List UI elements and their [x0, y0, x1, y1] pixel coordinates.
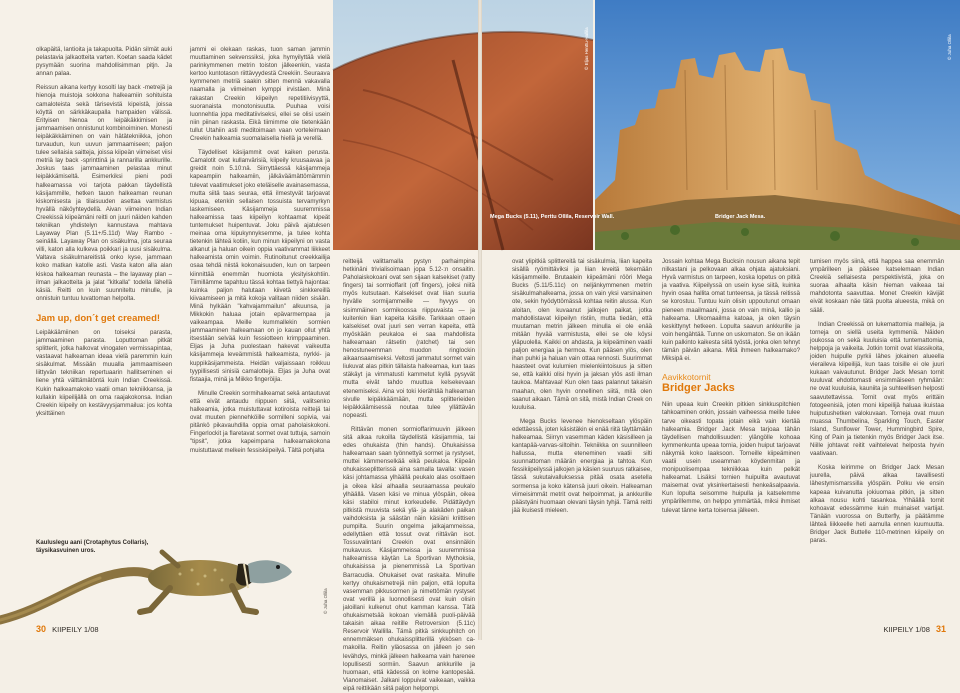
lizard-photo-credit: © Juha Ollila	[323, 588, 328, 614]
col6-paragraph-3: Koska leirimme on Bridger Jack Mesan juurella, päivä alkaa tavallisesti lähestymismarssilla ylöspäin. Polku vie ensin kapeaa kuivanutta jokiuomaa pitkin, ja sitten alkaa nousu kohti tasankoa. Ylhäällä tornit kohoavat edessämme kuin muinaiset vartijat. Tänään vuorossa on Butterfly, ja päätämme lähteä liikkeelle heti aamulla ennen kuumuutta. Bridger Jack Buttelle 110-metrinen kiipeily on paras.	[810, 464, 944, 545]
col2-paragraph-3: Minulle Creekin sormihalkeamat sekä antautuvat että eivät antaudu riippuen siitä, valitsenko halkeamia, jotka muistuttavat kotiroista reittejä tai ovat muuten piennehköille sormilleni sopivia, vai pitänkö pikavauhdilla oppia omat paholaiskokoni. Fingerlockit ja flaretavat sormet ovat tuttuja, samoin "tipsit", jotka kapeimpana halkeamakokona muistuttavat melkein fessiskiipeilyä. Tältä pohjalta	[190, 389, 330, 454]
col5-heading: Bridger Jacks	[662, 382, 735, 395]
bridger-jack-caption: Bridger Jack Mesa.	[715, 214, 766, 220]
left-page-number: 30	[36, 624, 47, 634]
col2-paragraph-2: Täydelliset käsijammit ovat kaiken perusta. Camalotit ovat kullanvärisiä, kiipeily kruusaavaa ja greidit noin 5.10:nä. Siirryttäessä käsijammeja kapeampiin halkeamiin, jälkäväämättömämmin tulevat vaatimukset joko eteläiselle avainasemassa, mutta siitä taas seuraa, että ilmestyvät tarjoavat kipuaa, etenkin sellaisen tossuista tervamyrkyn laskemiseen. Käsijammeja suuremmissa halkeamissa taas kiipeilyn kohtaamat kipeät tuntemukset huipentuvat. Joku päivä ajatuksen meinaa oma kipukynnyksemme, ja tulee kohta tietenkin lähteä kotiin, kun minun kiipeilyni on vasta alkanut ja haluan oikein oppia vaativammat liikkeet halkeamista omin voimin. Rutinoitunut creekkailija osaa tehdä niistä kokonaisuuden, kun on tarpeen kiinnittää enemmän huomiota yksityiskohtiin. Tiimillämme tapahtuu tässä kohtaa tiettyä hajontaa: kuinka paljon halutaan kiivetä sinkkereillä kiivaamiseen ja mitä kokoja valitaan niiden sisään. Minä hylkään "kahvajammailun" alkuunsa, ja Mikkokin haluaa jotain epävarmempaa ja vaikeampaa. Meille kummallekin sormien jammaaminen halkeamaan on jo kauan ollut yhtä itsestään selvää kuin fessiotteen krimppaaminen. Eljas ja Juha puolestaan hakevat vaikeutta käsijammeja leveämmistä halkeamista, nyrkki- ja kuppikäsijammeista. Heidän valjaissaan roikkuu tyypillisesti sinisiä camalotteja. Eljas ja Juha ovat fistaajia, minä ja Miikko fingeröijia.	[190, 149, 330, 383]
lizard-caption-line-2: täysikasvuinen uros.	[36, 547, 96, 554]
page-spine	[478, 0, 482, 640]
left-folio	[36, 624, 99, 634]
col2-paragraph-1: jammi ei olekaan raskas, tuon saman jammin muuttaminen sekvenssiksi, joka hymyilyttää vielä parinkymmenen metrin toiston jälkeenkin, vasta kertoo kuntotason riittävyydestä Creekiin. Seuraava kymmenen metriä saakin sitten mennä vakavalla naamalla ja viimeinen kymppi irvistäen. Minä rakastan Creekin kiipeilyn repetitiivisyyttä, suoranaista monotonisuutta. Puuhaa voisi luonnehtia jopa meditatiiviseksi, ellei se olisi usein niin piinan raskasta. Eikä tiimimme ole tietenkään tullut Utahiin asti meditoimaan vaan vorteleimaan Creekin halkeamia suomalaisella hiellä ja verellä.	[190, 46, 330, 143]
right-magazine-name: KIIPEILY 1/08	[883, 625, 930, 634]
right-column-6	[810, 258, 944, 618]
col4-paragraph-1: ovat ylipitkiä splittereitä tai sisäkulmia, liian kapeita sisällä ryömittäviksi ja liian leveitä tekemään käsijammeille. Brutaalein kiipeämäni rööri Mega Bucks (5.11/5.11c) on neljänkymmenen metrin sisäkulmahalkeama, jossa on vain yksi varsinainen ote, sekin hyödyttömässä kohtaa reitin alussa. Kun aloitan, olen kuvaanut jalkojen paikat, jotka mahdollistavat kiipeilyn ristiin, mutta tiedän, että muutaman metrin jälkeen minulla ei ole enää mitään hyvää varmistusta, ellei se ole köysi yläpuolella. Kaikki on ahdasta, ja kiipeäminen vaatii paljon energiaa ja hermoa. Kun pääsen ylös, olen ihan puhki ja haluan vain ottaa rennosti. Suurimmat haasteet ovat kulumien mielenkiintoisuus ja sitten se, että kaikki olisi hyvin ja jaksan ylös asti ilman taukoa. Mahtavaa! Kun olen taas palannut takaisin maahan, olen hyvin onnellinen siitä, mitä olen saanut aikaan. Tämä on sitä, mistä Indian Creek on kuuluisa.	[512, 258, 652, 411]
col5-paragraph-1: Jossain kohtaa Mega Bucksin nousun aikana tepit nilkastani ja pelkovaan alkaa ohjata ajatuksiani. Hyvä varmistus on tarpeen, koska lopetus on pitkä ja vaativa. Kiipeilyssä on usein kyse siitä, kuinka hyvin osaa hallita omat tunteensa, ja tässä reitissä se korostuu. Tuntuu kuin olisin uppoutunut omaan pieneen maailmaani, jossa on vain minä, kallio ja halkeama. Ulkomaailma katoaa, ja olen täysin keskittynyt hetkeen. Lopulta saavun ankkurille ja voin hengähtää. Tunne on uskomaton. Se on ikään kuin palkinto kaikesta siitä työstä, jonka olen tehnyt tämän päivän aikana. Mitä ihmeen halkeamako? Miksipä ei.	[662, 258, 800, 363]
right-column-4	[512, 258, 652, 630]
col5-tail: Niin upeaa kuin Creekin pitkien sinkkuspitchien tahkoaminen onkin, jossain vaiheessa meille tulee tarve oikeasti topata jotain eikä vain kiertää halkeamia. Bridger Jack Mesa tarjoaa tähän täydellisen mahdollisuuden: ylängölle kohoaa kymmenkunta upeaa tornia, joiden huiput tarjoavat näkymiä koko laaksoon. Torneille kiipeäminen vaatii usein useamman köydenmitan ja monipuolisempaa tekniikkaa kuin pelkät halkeamat. Lisäksi tornien huipuilta avautuvat maisemat ovat yksinkertaisesti henkeäsalpaavia. Kun lopulta seisomme huipulla ja katselemme ympärillemme, on helppo ymmärtää, miksi ihmiset tulevat tänne kerta toisensa jälkeen.	[662, 401, 800, 514]
right-page-number: 31	[935, 624, 946, 634]
bridger-jack-image	[595, 0, 960, 250]
bridger-jack-photo	[595, 0, 960, 250]
left-column-1	[36, 46, 172, 456]
lizard-caption	[36, 540, 176, 555]
mega-bucks-photo-credit: © Eljas Henttu-Hallila	[584, 27, 589, 70]
col1-tail: Leipäkäämiinen on toiseksi parasta, jammaaminen parasta. Loputtoman pitkät splitterit, jotka halkovat vinogaten vermissapintaa, vastaavat halkeaman ideaa vielä paremmin kuin sisäkulmat. Missään muualla jammaamiseen liittyvän tekniikan repertuaarin hallitseminen ei liene yhtä välttämätöntä kuin Indian Creekissä. Kukin halkeamakoko vaatii oman tekniikkansa, ja kullakin kiipeilijällä on oma raajakokonsa. Indian Creekin kiipeily on kestävyysjammailua: jos kohta yksittäinen	[36, 328, 172, 417]
mega-bucks-photo	[333, 0, 593, 250]
colA-paragraph-2: Rittävän monen sormioffarimuuvin jälkeen sitä alkaa rukoilla täydellistä käsijammia, tai edes ohukaista (thin hands). Ohukaisissa halkeamaan saan työnnettyä sormet ja rystyset, muttei kämmenselkää eikä peukaloa. Kiipeän ohukaisseplitterissä aina samalla tavalla: vasen käsi johtamassa ylhäällä peukalo alas osoittaen ja oikea käsi alhaalla seuraamassa peukalo ylhäällä. Vasen käsi ve minua ylöspäin, oikea käsi stabiloi minut korkeudelle. Pidättäydyn pitkistä muuvista sekä ylä- ja alakäden paikan vaihdoksista ja säästän näin käsiäni kriittisen pumpilta. Suurin ongelma jalkajammeissa, edellyttäen että tossut ovat riittävän isot. Tossuvalintani Creekin ovat ensinnäkin mukavuus. Käsijammeissa ja suuremmissa halkeamissa käytän La Sportivan Mythoksia, ohukaisissa ja pienemmissä La Sportivan Barracudia. Ohukaiset ovat raskaita. Minulle kertyy ohukaismetrejä niin paljon, että lopulta vasemman pikkusormen ja nimettömän rystyset ovat verillä ja luonnollisesti ovat kuin olisin jaloillani kulkenut ohut kamman kanssa. Tätä ohukaismetsää kokoan viemällä puoli-päivää takaisin aikaa reitille Retroversion (5.11c) Reservoir Wallilla. Tämä pitkä sinkkuphitch on ennemmäksen ohukaissplitterillä ykkösen ca-makoilla. Reitin yläosassa on jälleen jo sen levähdys, minkä jälkeen halkeama vain harenee lopullisesti sormiin. Saavun ankkurille ja huomaan, että kädessä on kolme kantopesää. Vianomaiset. Jalkani loppuivat vaikeaan, vaikka eipä reittikään siitä paljon helpompi.	[343, 425, 475, 692]
col4-paragraph-2: Mega Bucks levenee hienokseltaan ylöspäin edettäessä, joten käsistäkin ei enää riitä täyttämään halkeamaa. Siirryn vasemman käden käsisilleen ja kantapää-varvas-siltoihin. Tekniikka on suunnilleen hallussa, mutta eteneminen vaatii silti suunnattoman määrän energiaa ja tahtoa. Kun fessikiipeilyssä jalkojen ja käsien suuruus ratkaisee, tässä sukutaivalluksessa pitää osata asetella sormensa ja koko kätensä juuri oikein. Halkeaman viimeisimmät metrit ovat helpoimmat, ja ankkurille päästyäni huomaan olevani täysin tyhjä. Tämä reitti jää ikuisesti mieleen.	[512, 417, 652, 514]
col1-heading: Jam up, don´t get creamed!	[36, 312, 161, 324]
left-magazine-name: KIIPEILY 1/08	[52, 625, 99, 634]
col5-kicker: Aavikkotornit	[662, 372, 711, 383]
col6-paragraph-2: Indian Creekissä on lukemattomia mailleja, ja torneja on siellä useita kymmeniä. Näiden joukossa on sekä kuuluisia että tuntemattomia, helppoja ja vaikeita. Jotkin tornit ovat klassikoita, joiden huipulle pyrkii lähes jokainen alueella vieraileva kiipeilijä, kun taas toisille ei ole juuri kukaan vaivautunut. Bridger Jack Mesan tornit kuuluvat ehdottomasti ensimmäiseen ryhmään: ne ovat kuuluisia, kauniita ja suhteellisen helposti saavutettavissa. Tornit ovat myös erittäin fotogeenisiä, joten moni kiipeilijä haluaa ikuistaa huiputushetken valokuvaan. Torneja ovat muun muassa Thumbelina, Sparkling Touch, Easter Island, Sunflower Tower, Hummingbird Spire, King of Pain ja tietenkin myös Bridger Jack itse. Niille johtavat reitit vaihtelevat helposta hyvin vaativaan.	[810, 320, 944, 458]
col1-paragraph-1: olkapäitä, lantioita ja takapuolta. Pidän silmät auki pelastavia jalkaotteita varten. Koetan saada kädet pysymään suorina mahdollisimman pitjn. Ja annan palaa.	[36, 46, 172, 78]
lizard-caption-line-1: Kauluslegu aani (Crotaphytus Collaris),	[36, 540, 149, 546]
left-column-2	[190, 46, 330, 520]
colA-paragraph-1: reitteijä valittamalla pystyn parhaimpina hetkinäni trivialisoimaan jopa 5.12-:n onsaitin. Paholaiskokoani ovat sen sijaan kalsekiset (ratty fingers) tai sormioffarit (off fingers), joiksi niitä myös kutsutaan. Kalsekiset ovat liian suuria hyvälle sormijammeille — hyvyys on sisimmäinen sormikoossa riippuvaista — ja kuitenkin liian kapeita käsille. Tarkkaan ottaen kalsekiset ovat juuri sen verran kapeita, että myöskään peukaloa ei saa mahdollista halkeamaan rätsetin (ratchet) tai sen henostuneemman muodon ringlockin aikaansaamiseksi. Veltosti jammatut sormet vain liukuvat alas pitkin tällaista halkeamaa, kun taas stäkäyt ja vimmatusti kammetut kyllä pysyvät mutta eivät tahdo muuttua kelsekevaan etenemiseksi. Aina voi toki kierähtää halkeaman sivulle leipäkkäämään, mutta splitterieiden leipäkkäämisessä noutaa tulee yllättävän nopeasti.	[343, 258, 475, 419]
col1-paragraph-2: Reissun aikana kertyy kosolti lay back -metrejä ja hienoja muistoja sokkona halkeamiin sohituista camaloteista sekä tärisevistä kipeistä, joissa köyttä on särkkäkaupalla hampaiden välissä. Erityisen hienoa on leipäkäkkimisen ja jammaamisen onnistunut kombinoiminen. Monesti leipäkäkkäiminen on vain hätätekniikka, johon turvaudun, kun uuvun jammaamiseen; paljon tulee sellaisia saitteja, joissa kiipeän viimeiset viisi metriä lay back -sprinttinä ja rannarilla ankkurille. Joskus taas jammaaminen pelastaa minut leipäkkämiseltä. Esimerkiksi pieni podi halkeamassa voi tarjota pakkan täydellistä käsijammille, hetken tauon halkeaman reunan kiskomisesta ja tilaisuuden asettaa varmistus hyvällä näköyhteydellä. Aivan viimeinen Indian Creekissä kiipeämäni reitti on juuri näiden kahden tekniikan yhdistelyn kannustava mahtava Layaway Plan (5.11+/5.11d) Way Rambo -seinällä. Layaway Plan on sisäkulma, jota seuraa villi, katon alla kulkeva poikkari ja uusi sisäkulma. Valtava sisäkulmareitistä onko kyse, jammaan koko matkan katolle asti. Vasta katon alla alan kiskoa halkeaman reunasta – the layaway plan – ilman jalkaotteita ja jalat "kitkalla" todella lähellä käsiä. Reitti on kuin suunniteltu minulle, ja onnistuin tuntuu luvattoman helpolta.	[36, 84, 172, 302]
right-column-5	[662, 258, 800, 630]
col6-paragraph-1: tumisen myös siinä, että happea saa enemmän ympärilleen ja pääsee katselemaan Indian Creekiä sellaisesta perspektiivistä, joka on suoraa alhaalta käsin hieman vaikeaa tai mahdotonta saavuttaa. Monet Creekin kävijät eivät koskaan näe tätä puolta alueesta, mikä on sääli.	[810, 258, 944, 314]
right-page-column-a	[343, 258, 475, 692]
right-folio	[883, 624, 946, 634]
mega-bucks-caption: Mega Bucks (5.11), Perttu Ollila, Reservoir Wall.	[490, 214, 615, 220]
bridger-jack-photo-credit: © Juha Ollila	[947, 34, 952, 60]
mega-bucks-image	[333, 0, 593, 250]
